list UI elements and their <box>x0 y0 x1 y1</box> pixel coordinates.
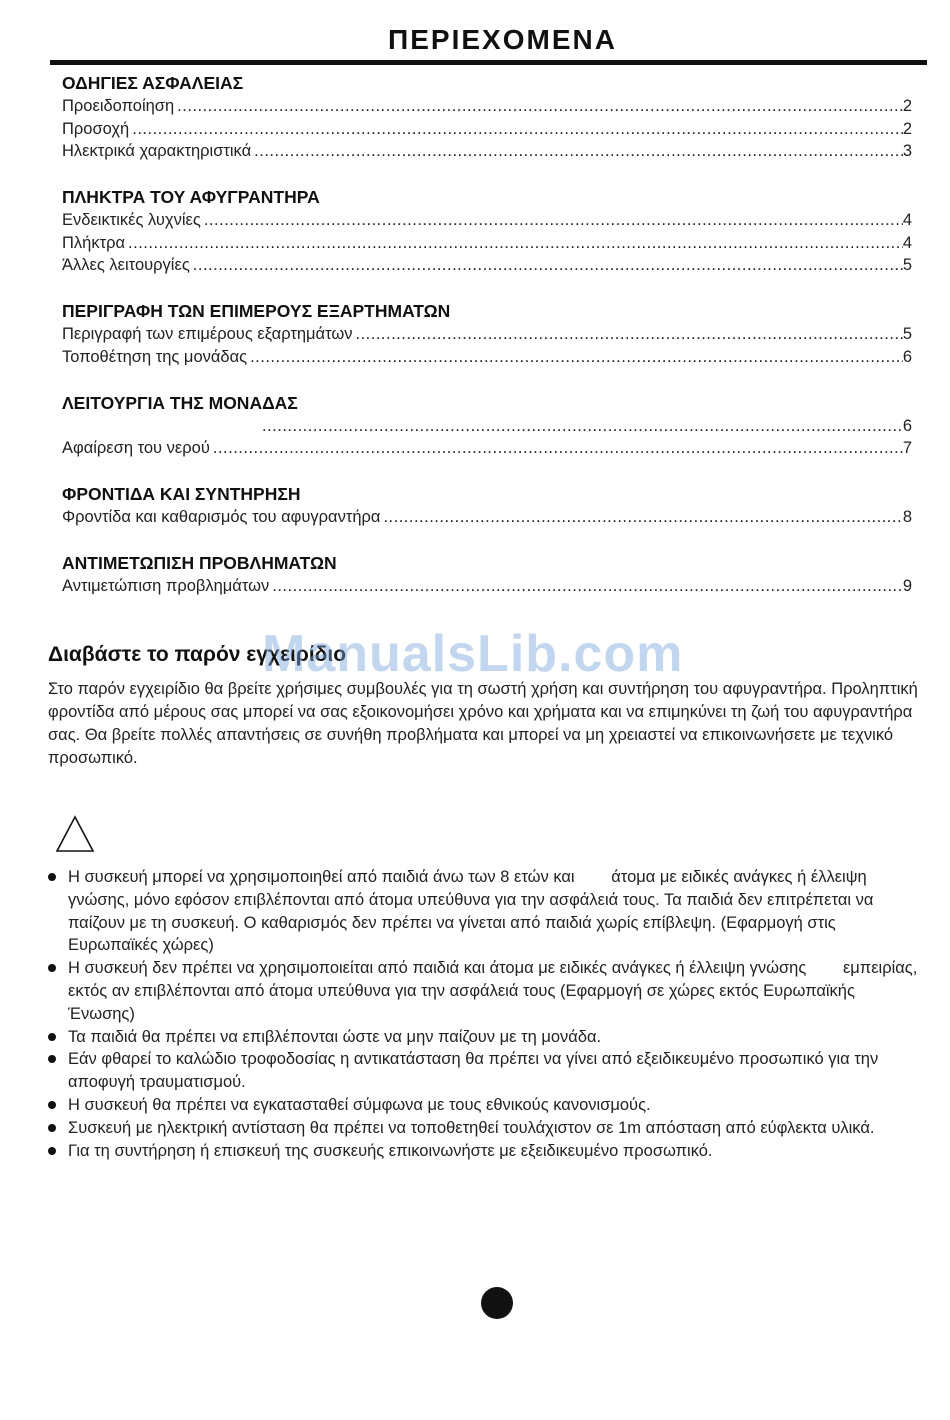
toc-entry-page: 5 <box>902 256 912 275</box>
list-item <box>48 957 926 1025</box>
intro-paragraph: Στο παρόν εγχειρίδιο θα βρείτε χρήσιμες συμβουλές για τη σωστή χρήση και συντήρηση του αφυγραντήρα. Προληπτική φροντίδα από μέρους σας μπορεί να σας εξοικονομήσει χρόνο και χρήματα και να επιμηκύνει τη ζωή του αφυγραντήρα σας. Θα βρείτε πολλές απαντήσεις σε συνήθη προβλήματα και μπορεί να μη χρειαστεί να επικοινωνήσετε με τεχνικό προσωπικό. <box>48 680 918 767</box>
intro-heading: Διαβάστε το παρόν εγχειρίδιο <box>48 643 347 666</box>
list-item <box>48 1026 926 1049</box>
warning-text: Τα παιδιά θα πρέπει να επιβλέπονται ώστε να μην παίζουν με τη μονάδα. <box>68 1027 602 1046</box>
toc-section-care <box>62 483 912 529</box>
toc-entry-label: Τοποθέτηση της μονάδας <box>62 347 248 366</box>
bullet-icon <box>48 1055 56 1063</box>
toc-entry-page: 2 <box>902 119 912 138</box>
toc-section-safety <box>62 72 912 163</box>
toc-leader <box>177 95 903 118</box>
toc-leader <box>193 254 903 277</box>
toc-section-operation <box>62 392 912 460</box>
toc-entry-page: 2 <box>902 97 912 115</box>
warning-triangle-icon <box>55 815 95 853</box>
bullet-icon <box>48 1147 56 1155</box>
toc-entry[interactable] <box>62 575 912 598</box>
toc-entry-page: 3 <box>902 142 912 161</box>
list-item <box>48 1094 926 1117</box>
title-rule <box>50 60 927 65</box>
page-marker-circle <box>481 1287 513 1319</box>
toc-entry-page: 4 <box>902 233 912 252</box>
toc-entry[interactable] <box>62 506 912 529</box>
toc-leader <box>128 232 903 255</box>
toc-leader <box>250 346 903 369</box>
bullet-icon <box>48 1101 56 1109</box>
toc-leader <box>383 506 902 529</box>
toc-section-heading: ΠΛΗΚΤΡΑ ΤΟΥ ΑΦΥΓΡΑΝΤΗΡΑ <box>62 187 320 208</box>
toc-section-keys <box>62 186 912 277</box>
toc-entry-label: Αφαίρεση του νερού <box>62 439 210 458</box>
toc-entry-label: Πλήκτρα <box>62 233 126 252</box>
toc-section-heading: ΠΕΡΙΓΡΑΦΗ ΤΩΝ ΕΠΙΜΕΡΟΥΣ ΕΞΑΡΤΗΜΑΤΩΝ <box>62 301 451 322</box>
toc-section-troubleshooting <box>62 552 912 598</box>
toc-leader <box>204 209 903 232</box>
toc-entry-label: Φροντίδα και καθαρισμός του αφυγραντήρα <box>62 507 381 526</box>
toc-entry[interactable] <box>62 346 912 369</box>
toc-entry[interactable] <box>62 118 912 141</box>
warning-text: Η συσκευή μπορεί να χρησιμοποιηθεί από παιδιά άνω των 8 ετών και άτομα με ειδικές ανάγκες ή έλλειψη γνώσης, μόνο εφόσον επιβλέπονται από άτομα υπεύθυνα για την ασφάλειά τους. Τα παιδιά δεν επιτρέπεται να παίζουν με τη συσκευή. Ο καθαρισμός δεν πρέπει να γίνεται από παιδιά χωρίς επίβλεψη. (Εφαρμογή στις Ευρωπαϊκές χώρες) <box>68 868 878 955</box>
toc-leader <box>132 118 903 141</box>
watermark: ManualsLib.com <box>262 625 684 683</box>
toc-entry-page: 6 <box>902 416 912 435</box>
toc-entry[interactable] <box>62 232 912 255</box>
warning-text: Η συσκευή δεν πρέπει να χρησιμοποιείται από παιδιά και άτομα με ειδικές ανάγκες ή έλλειψη γνώσης εμπειρίας, εκτός αν επιβλέπονται από άτομα υπεύθυνα για την ασφάλειά τους (Εφαρμογή σε χώρες εκτός Ευρωπαϊκής Ένωσης) <box>68 959 922 1023</box>
toc-entry-label: Ηλεκτρικά χαρακτηριστικά <box>62 142 252 161</box>
list-item <box>48 1117 926 1140</box>
toc-leader <box>213 437 903 460</box>
table-of-contents <box>62 72 912 620</box>
warning-text: Για τη συντήρηση ή επισκευή της συσκευής επικοινωνήστε με εξειδικευμένο προσωπικό. <box>68 1141 713 1160</box>
toc-entry[interactable] <box>62 254 912 277</box>
toc-entry-label: Αντιμετώπιση προβλημάτων <box>62 576 270 595</box>
toc-section-heading: ΟΔΗΓΙΕΣ ΑΣΦΑΛΕΙΑΣ <box>62 73 244 93</box>
warning-text: Εάν φθαρεί το καλώδιο τροφοδοσίας η αντικατάσταση θα πρέπει να γίνει από εξειδικευμένο προσωπικό για την αποφυγή τραυματισμού. <box>68 1050 879 1092</box>
toc-entry[interactable] <box>62 209 912 232</box>
toc-entry[interactable] <box>62 140 912 163</box>
toc-entry-label: Άλλες λειτουργίες <box>62 256 190 275</box>
toc-leader <box>262 415 903 438</box>
toc-entry-page: 7 <box>902 439 912 458</box>
bullet-icon <box>48 873 56 881</box>
toc-leader <box>254 140 903 163</box>
toc-entry-label: Ενδεικτικές λυχνίες <box>62 211 201 230</box>
toc-section-heading: ΛΕΙΤΟΥΡΓΙΑ ΤΗΣ ΜΟΝΑΔΑΣ <box>62 392 298 413</box>
toc-entry[interactable] <box>62 415 912 438</box>
warning-list <box>48 866 926 1162</box>
toc-leader <box>356 323 903 346</box>
toc-entry-label: Προσοχή <box>62 119 130 138</box>
list-item <box>48 1048 926 1094</box>
toc-entry-page: 8 <box>902 507 912 526</box>
bullet-icon <box>48 964 56 972</box>
toc-section-heading: ΑΝΤΙΜΕΤΩΠΙΣΗ ΠΡΟΒΛΗΜΑΤΩΝ <box>62 552 337 573</box>
toc-entry-page: 5 <box>902 325 912 344</box>
toc-entry[interactable] <box>62 323 912 346</box>
toc-section-parts <box>62 300 912 368</box>
bullet-icon <box>48 1033 56 1041</box>
toc-leader <box>272 575 903 598</box>
bullet-icon <box>48 1124 56 1132</box>
toc-entry[interactable] <box>62 95 912 118</box>
toc-section-heading: ΦΡΟΝΤΙΔΑ ΚΑΙ ΣΥΝΤΗΡΗΣΗ <box>62 483 301 504</box>
page-title: ΠΕΡΙΕΧΟΜΕΝΑ <box>388 24 617 55</box>
toc-entry-label: Προειδοποίηση <box>62 97 175 115</box>
toc-entry[interactable] <box>62 437 912 460</box>
toc-entry-label: Περιγραφή των επιμέρους εξαρτημάτων <box>62 325 353 344</box>
warning-text: Η συσκευή θα πρέπει να εγκατασταθεί σύμφωνα με τους εθνικούς κανονισμούς. <box>68 1095 651 1114</box>
list-item <box>48 866 926 957</box>
toc-entry-page: 4 <box>902 211 912 230</box>
warning-text: Συσκευή με ηλεκτρική αντίσταση θα πρέπει να τοποθετηθεί τουλάχιστον σε 1m απόσταση από εύφλεκτα υλικά. <box>68 1118 875 1137</box>
toc-entry-page: 6 <box>902 347 912 366</box>
toc-entry-page: 9 <box>902 576 912 595</box>
list-item <box>48 1140 926 1163</box>
